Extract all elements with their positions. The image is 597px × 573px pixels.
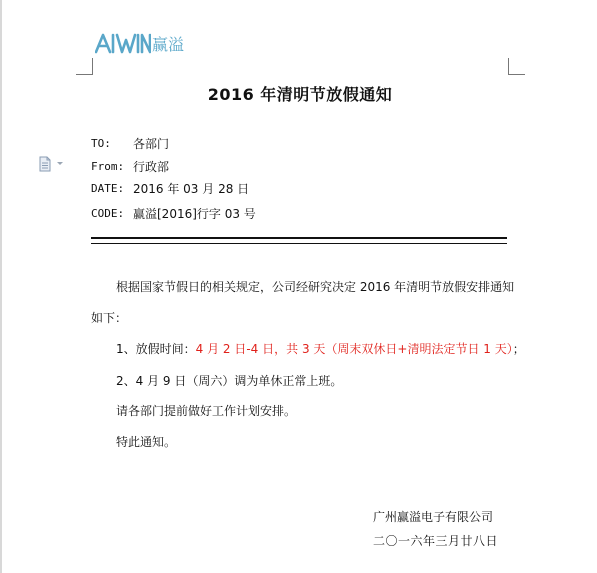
intro-paragraph: 根据国家节假日的相关规定，公司经研究决定 2016 年清明节放假安排通知: [116, 280, 515, 294]
signature-company: 广州赢溢电子有限公司: [373, 510, 494, 524]
code-field: [91, 206, 256, 222]
document-icon[interactable]: [38, 156, 64, 172]
item1-suffix: ；: [512, 342, 525, 356]
code-value: 赢溢[2016]行字 03 号: [133, 207, 256, 221]
code-label: CODE:: [91, 207, 125, 220]
intro-continuation: 如下：: [91, 311, 128, 325]
margin-corner-mark-right: [508, 58, 525, 75]
date-field: [91, 181, 249, 197]
from-label: From:: [91, 160, 125, 173]
from-field: [91, 159, 169, 175]
closing-paragraph: 特此通知。: [116, 435, 177, 449]
item1-highlight: 4 月 2 日-4 日，共 3 天（周末双休日+清明法定节日 1 天）: [195, 342, 513, 356]
item1-prefix: 1、放假时间：: [116, 342, 196, 356]
logo-mark-icon: [95, 32, 151, 54]
company-logo: [95, 30, 184, 54]
from-value: 行政部: [133, 160, 170, 174]
page-left-edge: [0, 0, 2, 573]
to-value: 各部门: [133, 137, 170, 151]
margin-corner-mark-left: [76, 58, 93, 75]
to-field: [91, 136, 169, 152]
header-divider: [91, 237, 507, 244]
date-label: DATE:: [91, 182, 125, 195]
request-paragraph: 请各部门提前做好工作计划安排。: [116, 404, 297, 418]
date-value: 2016 年 03 月 28 日: [133, 182, 250, 196]
to-label: TO:: [91, 137, 111, 150]
signature-date: 二〇一六年三月廿八日: [373, 534, 499, 548]
holiday-item-2: 2、4 月 9 日（周六）调为单休正常上班。: [116, 374, 343, 388]
holiday-item-1: [116, 341, 525, 357]
document-title: 2016 年清明节放假通知: [207, 85, 393, 104]
logo-chinese-text: 赢溢: [152, 35, 185, 54]
